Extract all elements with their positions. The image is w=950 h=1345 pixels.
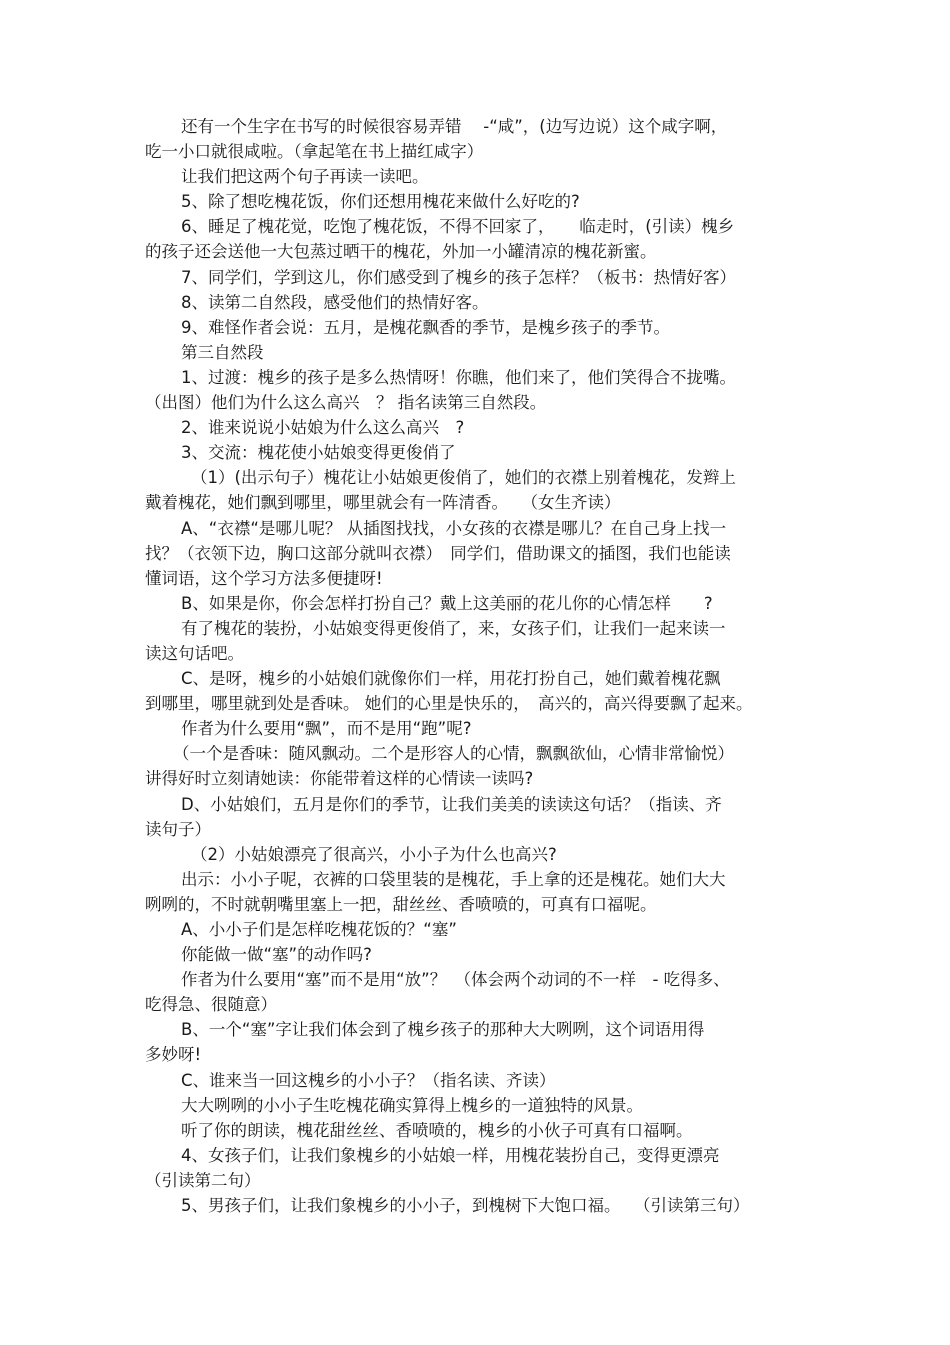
text-line: 听了你的朗读，槐花甜丝丝、香喷喷的，槐乡的小伙子可真有口福啊。 bbox=[181, 1120, 693, 1140]
text-line: C、是呀，槐乡的小姑娘们就像你们一样，用花打扮自己，她们戴着槐花飘 bbox=[181, 669, 721, 689]
text-line: 7、同学们，学到这儿，你们感受到了槐乡的孩子怎样？（板书：热情好客） bbox=[181, 267, 736, 287]
text-line: （一个是香味：随风飘动。二个是形容人的心情，飘飘欲仙，心情非常愉悦） bbox=[173, 744, 734, 764]
text-line: 吃一小口就很咸啦。（拿起笔在书上描红咸字） bbox=[145, 142, 484, 162]
text-line: 读这句话吧。 bbox=[145, 643, 244, 663]
text-line: 出示：小小子呢，衣裤的口袋里装的是槐花，手上拿的还是槐花。她们大大 bbox=[181, 869, 726, 889]
text-line: D、小姑娘们，五月是你们的季节，让我们美美的读读这句话？（指读、齐 bbox=[181, 794, 722, 814]
text-line: A、小小子们是怎样吃槐花饭的？“塞” bbox=[181, 920, 457, 939]
text-line: 作者为什么要用“飘”，而不是用“跑”呢? bbox=[181, 719, 472, 739]
text-line: （1）(出示句子）槐花让小姑娘更俊俏了，她们的衣襟上别着槐花，发辫上 bbox=[191, 468, 736, 488]
text-line: 9、难怪作者会说：五月，是槐花飘香的季节，是槐乡孩子的季节。 bbox=[181, 317, 670, 337]
text-line: 讲得好时立刻请她读：你能带着这样的心情读一读吗? bbox=[145, 769, 534, 789]
text-line: 作者为什么要用“塞”而不是用“放”？ （体会两个动词的不一样 - 吃得多、 bbox=[181, 970, 730, 990]
text-line: 咧咧的，不时就朝嘴里塞上一把，甜丝丝、香喷喷的，可真有口福呢。 bbox=[145, 894, 657, 914]
text-line: （出图）他们为什么这么高兴 ？ 指名读第三自然段。 bbox=[145, 393, 547, 413]
text-line: （2）小姑娘漂亮了很高兴，小小子为什么也高兴? bbox=[191, 844, 557, 864]
text-line: 大大咧咧的小小子生吃槐花确实算得上槐乡的一道独特的风景。 bbox=[181, 1095, 643, 1115]
text-line: 读句子） bbox=[145, 819, 211, 839]
text-line: 5、除了想吃槐花饭，你们还想用槐花来做什么好吃的? bbox=[181, 192, 580, 212]
text-line: （引读第二句） bbox=[145, 1170, 261, 1190]
text-line: 的孩子还会送他一大包蒸过晒干的槐花，外加一小罐清凉的槐花新蜜。 bbox=[145, 242, 657, 262]
text-line: 吃得急、很随意） bbox=[145, 995, 277, 1015]
text-line: 有了槐花的装扮，小姑娘变得更俊俏了，来，女孩子们，让我们一起来读一 bbox=[181, 618, 726, 638]
text-line: 5、男孩子们，让我们象槐乡的小小子，到槐树下大饱口福。 （引读第三句） bbox=[181, 1196, 750, 1216]
text-line: 1、过渡：槐乡的孩子是多么热情呀！你瞧，他们来了，他们笑得合不拢嘴。 bbox=[181, 367, 736, 387]
text-line: B、如果是你，你会怎样打扮自己？戴上这美丽的花儿你的心情怎样 ? bbox=[181, 593, 713, 613]
text-line: 你能做一做“塞”的动作吗? bbox=[181, 945, 372, 965]
text-line: 8、读第二自然段，感受他们的热情好客。 bbox=[181, 292, 489, 312]
section-heading: 第三自然段 bbox=[181, 342, 264, 362]
text-line: B、一个“塞”字让我们体会到了槐乡孩子的那种大大咧咧，这个词语用得 bbox=[181, 1020, 705, 1040]
text-line: 找？（衣领下边，胸口这部分就叫衣襟） 同学们，借助课文的插图，我们也能读 bbox=[145, 543, 731, 563]
text-line: A、“衣襟“是哪儿呢？ 从插图找找，小女孩的衣襟是哪儿？在自己身上找一 bbox=[181, 518, 727, 538]
text-line: C、谁来当一回这槐乡的小小子？（指名读、齐读） bbox=[181, 1070, 556, 1090]
text-line: 6、睡足了槐花觉，吃饱了槐花饭，不得不回家了， 临走时，(引读）槐乡 bbox=[181, 217, 735, 237]
text-line: 4、女孩子们，让我们象槐乡的小姑娘一样，用槐花装扮自己，变得更漂亮 bbox=[181, 1145, 720, 1165]
text-line: 2、谁来说说小姑娘为什么这么高兴 ? bbox=[181, 418, 465, 438]
text-line: 还有一个生字在书写的时候很容易弄错 -“咸”，(边写边说）这个咸字啊， bbox=[181, 117, 728, 136]
text-line: 到哪里，哪里就到处是香味。 她们的心里是快乐的， 高兴的，高兴得要飘了起来。 bbox=[145, 694, 753, 714]
text-line: 戴着槐花，她们飘到哪里，哪里就会有一阵清香。 （女生齐读） bbox=[145, 493, 621, 513]
text-line: 懂词语，这个学习方法多便捷呀! bbox=[145, 568, 383, 588]
text-line: 3、交流：槐花使小姑娘变得更俊俏了 bbox=[181, 443, 456, 463]
text-line: 多妙呀! bbox=[145, 1045, 202, 1065]
text-line: 让我们把这两个句子再读一读吧。 bbox=[181, 167, 429, 187]
